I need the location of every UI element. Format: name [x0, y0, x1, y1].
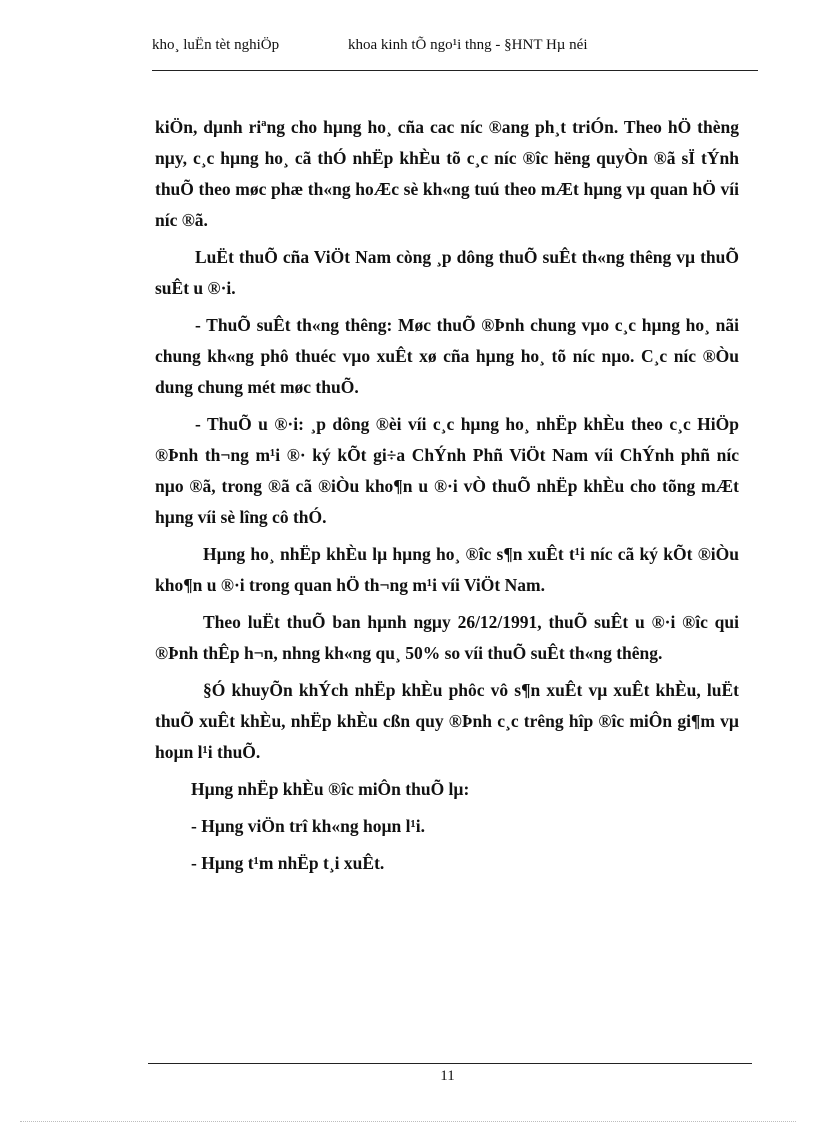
- header-divider: [152, 70, 758, 71]
- paragraph: Theo luËt thuÕ ban hµnh ngµy 26/12/1991, thuÕ suÊt u ®·i ®îc qui ®Þnh thÊp h¬n, nhng kh«ng qu¸ 50% so víi thuÕ suÊt th«ng thêng.: [155, 612, 739, 663]
- footer-divider: [148, 1063, 752, 1064]
- header-faculty-label: khoa kinh tÕ ngo¹i thng - §HNT Hµ néi: [348, 37, 588, 53]
- paragraph: - ThuÕ u ®·i: ¸p dông ®èi víi c¸c hµng ho¸ nhËp khÈu theo c¸c HiÖp ®Þnh th¬ng m¹i ®· ký kÕt gi÷a ChÝnh Phñ ViÖt Nam víi ChÝnh phñ níc nµo ®ã, trong ®ã cã ®iÒu kho¶n u ®·i vÒ thuÕ nhËp khÈu cho tõng mÆt hµng víi sè lîng cô thÓ.: [155, 414, 739, 527]
- paragraph: - ThuÕ suÊt th«ng thêng: Møc thuÕ ®Þnh chung vµo c¸c hµng ho¸ nãi chung kh«ng phô thuéc vµo xuÊt xø cña hµng ho¸ tõ níc nµo. C¸c níc ®Òu dung chung mét møc thuÕ.: [155, 315, 739, 397]
- paragraph: LuËt thuÕ cña ViÖt Nam còng ¸p dông thuÕ suÊt th«ng thêng vµ thuÕ suÊt u ®·i.: [155, 247, 739, 298]
- list-item: - Hµng viÖn trî kh«ng hoµn l¹i.: [191, 816, 426, 836]
- paragraph: kiÖn, dµnh riªng cho hµng ho¸ cña cac níc ®ang ph¸t triÓn. Theo hÖ thèng nµy, c¸c hµng ho¸ cã thÓ nhËp khÈu tõ c¸c níc ®îc hëng quyÒn ®ã sÏ tÝnh thuÕ theo møc phæ th«ng hoÆc sè kh«ng tuú theo mÆt hµng vµ quan hÖ víi níc ®ã.: [155, 117, 739, 230]
- page-number: 11: [440, 1068, 455, 1084]
- page-edge-divider: [20, 1121, 796, 1122]
- paragraph: Hµng nhËp khÈu ®îc miÔn thuÕ lµ:: [191, 779, 470, 799]
- header-thesis-label: kho¸ luËn tèt nghiÖp: [152, 37, 280, 53]
- document-body: [155, 112, 739, 885]
- list-item: - Hµng t¹m nhËp t¸i xuÊt.: [191, 853, 385, 873]
- paragraph: Hµng ho¸ nhËp khÈu lµ hµng ho¸ ®îc s¶n xuÊt t¹i níc cã ký kÕt ®iÒu kho¶n u ®·i trong quan hÖ th¬ng m¹i víi ViÖt Nam.: [155, 544, 739, 595]
- paragraph: §Ó khuyÕn khÝch nhËp khÈu phôc vô s¶n xuÊt vµ xuÊt khÈu, luËt thuÕ xuÊt khÈu, nhËp khÈu cßn quy ®Þnh c¸c trêng hîp ®îc miÔn gi¶m vµ hoµn l¹i thuÕ.: [155, 680, 739, 762]
- page-header: [152, 37, 758, 57]
